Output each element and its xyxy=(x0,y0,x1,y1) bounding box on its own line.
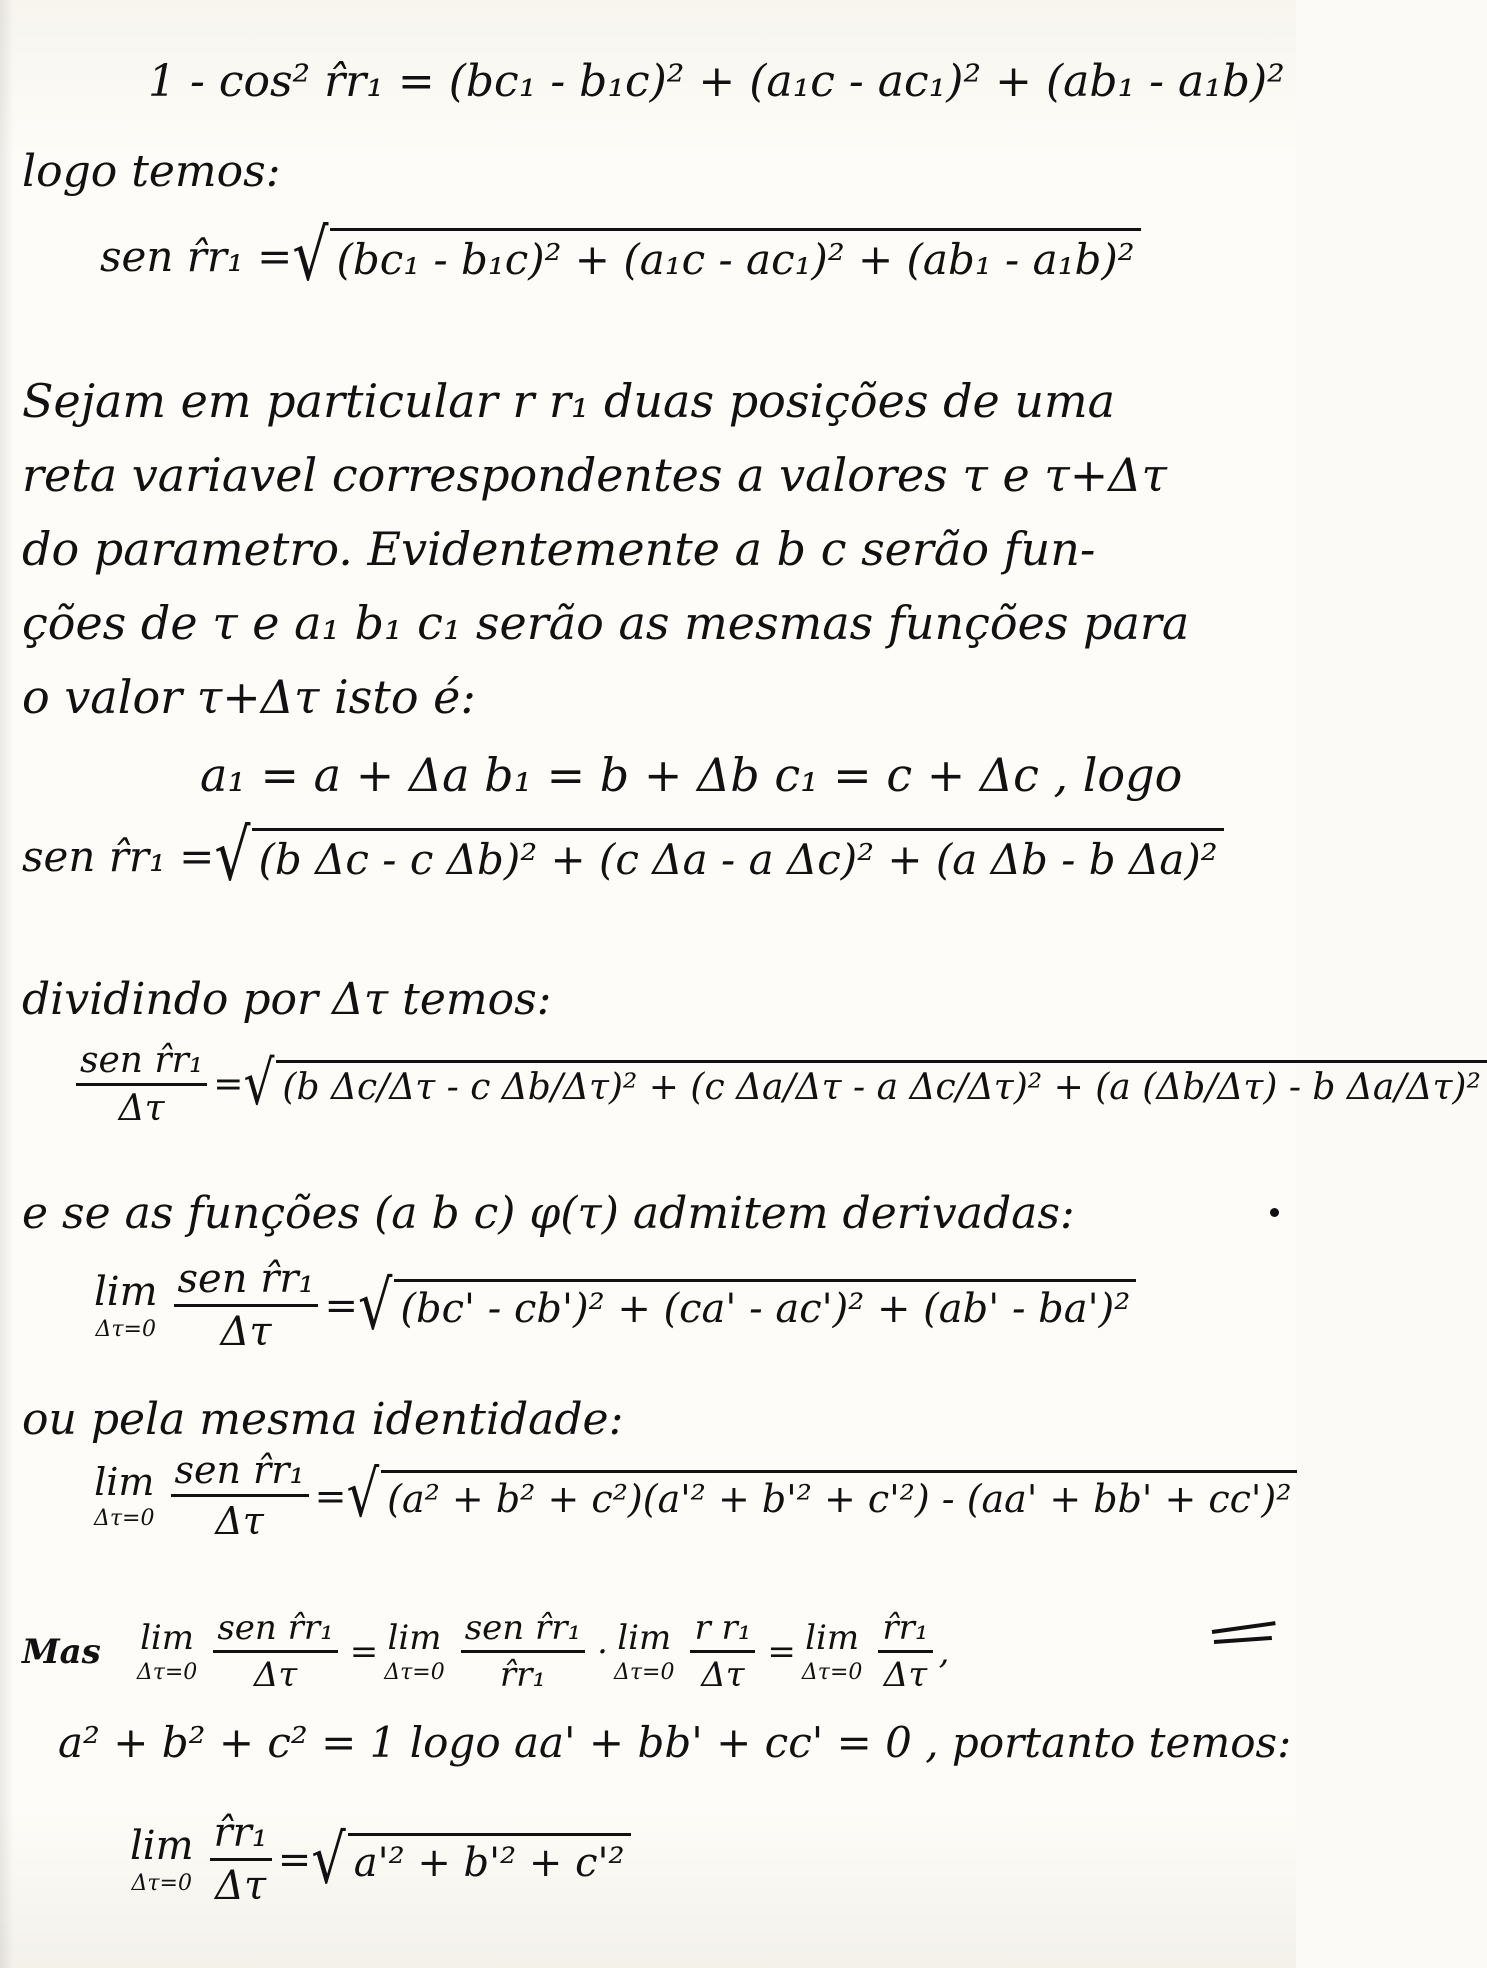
lim-label: lim xyxy=(387,1618,442,1658)
numerator: r̂r₁ xyxy=(210,1810,272,1861)
sqrt-3 xyxy=(243,1049,1486,1120)
scribble-strike xyxy=(1214,1636,1272,1644)
numerator: sen r̂r₁ xyxy=(171,1448,309,1497)
mas-label: Mas xyxy=(22,1631,101,1672)
radical-icon: √ xyxy=(311,1819,346,1899)
numerator: r̂r₁ xyxy=(878,1608,932,1653)
limit-operator xyxy=(137,1618,198,1685)
equals-sign: = xyxy=(213,1064,244,1105)
radical-icon: √ xyxy=(214,814,251,898)
chain-fraction-1 xyxy=(213,1608,337,1695)
sqrt-5 xyxy=(346,1457,1297,1533)
increments-line: a₁ = a + Δa b₁ = b + Δb c₁ = c + Δc , logo xyxy=(200,748,1183,802)
lim-label: lim xyxy=(94,1460,155,1504)
bullet-dot-icon xyxy=(1270,1208,1279,1217)
radical-icon: √ xyxy=(292,214,329,298)
limit-fraction-1 xyxy=(174,1256,319,1355)
radical-icon: √ xyxy=(357,1265,393,1345)
radicand-2: (b Δc - c Δb)² + (c Δa - a Δc)² + (a Δb - b Δa)² xyxy=(252,828,1223,885)
final-fraction xyxy=(210,1810,272,1909)
identity-text: ou pela mesma identidade: xyxy=(22,1394,624,1445)
radicand-5: (a² + b² + c²)(a'² + b'² + c'²) - (aa' + bb' + cc')² xyxy=(381,1470,1297,1521)
limit-operator xyxy=(384,1618,445,1685)
denominator: Δτ xyxy=(215,1863,267,1909)
limit-operator xyxy=(614,1618,675,1685)
limit-equation-1 xyxy=(94,1256,1136,1355)
chain-fraction-4 xyxy=(878,1608,932,1695)
denominator: Δτ xyxy=(253,1655,298,1695)
denominator: r̂r₁ xyxy=(499,1655,547,1695)
sqrt-1 xyxy=(292,214,1140,298)
lim-subscript: Δτ=0 xyxy=(801,1660,863,1685)
scribble-strike xyxy=(1212,1621,1276,1634)
derivatives-text: e se as funções (a b c) φ(τ) admitem derivadas: xyxy=(22,1188,1075,1239)
sqrt-2 xyxy=(214,814,1223,898)
lim-subscript: Δτ=0 xyxy=(131,1871,192,1896)
limit-fraction-2 xyxy=(171,1448,309,1543)
lim-subscript: Δτ=0 xyxy=(95,1317,156,1342)
limit-operator xyxy=(802,1618,863,1685)
radicand-final: a'² + b'² + c'² xyxy=(348,1833,631,1887)
radicand-4: (bc' - cb')² + (ca' - ac')² + (ab' - ba')² xyxy=(394,1279,1136,1333)
sine-lhs: sen r̂r₁ = xyxy=(100,231,293,281)
paragraph-line-3: do parametro. Evidentemente a b c serão fun- xyxy=(22,522,1096,576)
lim-subscript: Δτ=0 xyxy=(384,1660,445,1685)
numerator: sen r̂r₁ xyxy=(174,1256,319,1307)
lim-subscript: Δτ=0 xyxy=(613,1660,675,1685)
numerator: r r₁ xyxy=(690,1608,755,1653)
chain-fraction-3 xyxy=(690,1608,755,1695)
sine-lhs-2: sen r̂r₁ = xyxy=(22,831,215,881)
dividing-text: dividindo por Δτ temos: xyxy=(22,974,552,1025)
quotient-fraction xyxy=(76,1040,207,1129)
unit-vector-line: a² + b² + c² = 1 logo aa' + bb' + cc' = 0 , portanto temos: xyxy=(58,1718,1292,1767)
paragraph-line-4: ções de τ e a₁ b₁ c₁ serão as mesmas funções para xyxy=(22,596,1190,650)
lim-label: lim xyxy=(805,1618,860,1658)
radicand-3: (b Δc/Δτ - c Δb/Δτ)² + (c Δa/Δτ - a Δc/Δτ)² + (a (Δb/Δτ) - b Δa/Δτ)² xyxy=(276,1060,1487,1109)
equals-sign: = xyxy=(277,1836,312,1883)
limit-operator xyxy=(94,1269,158,1342)
sine-equation-2 xyxy=(22,814,1224,898)
denominator: Δτ xyxy=(883,1655,928,1695)
numerator: sen r̂r₁ xyxy=(461,1608,585,1653)
sine-equation-1 xyxy=(100,214,1141,298)
chain-fraction-2 xyxy=(461,1608,585,1695)
final-limit-equation xyxy=(130,1810,631,1909)
quotient-denominator: Δτ xyxy=(118,1088,165,1129)
denominator: Δτ xyxy=(215,1499,264,1543)
chain-of-limits xyxy=(22,1608,949,1695)
radical-icon: √ xyxy=(243,1049,275,1120)
sqrt-4 xyxy=(357,1265,1136,1345)
limit-equation-2 xyxy=(94,1448,1297,1543)
limit-operator xyxy=(94,1460,155,1531)
lim-label: lim xyxy=(140,1618,195,1658)
identity-equation: 1 - cos² r̂r₁ = (bc₁ - b₁c)² + (a₁c - ac₁)² + (ab₁ - a₁b)² xyxy=(148,56,1285,107)
equals-sign: = xyxy=(767,1631,796,1672)
lim-label: lim xyxy=(94,1269,158,1315)
logo-temos-text: logo temos: xyxy=(22,146,281,197)
radicand-1: (bc₁ - b₁c)² + (a₁c - ac₁)² + (ab₁ - a₁b)² xyxy=(330,228,1140,285)
paragraph-line-5: o valor τ+Δτ isto é: xyxy=(22,670,476,724)
denominator: Δτ xyxy=(220,1309,272,1355)
lim-label: lim xyxy=(130,1823,194,1869)
denominator: Δτ xyxy=(701,1655,745,1695)
paragraph-line-1: Sejam em particular r r₁ duas posições de uma xyxy=(22,374,1116,428)
lim-subscript: Δτ=0 xyxy=(94,1506,155,1531)
trailing-comma: , xyxy=(938,1631,950,1672)
quotient-equation xyxy=(70,1040,1487,1129)
equals-sign: = xyxy=(314,1473,347,1518)
lim-subscript: Δτ=0 xyxy=(136,1660,198,1685)
lim-label: lim xyxy=(617,1618,672,1658)
equals-sign: = xyxy=(324,1282,358,1329)
quotient-numerator: sen r̂r₁ xyxy=(76,1040,207,1086)
product-dot: · xyxy=(597,1631,608,1672)
sqrt-final xyxy=(311,1819,630,1899)
equals-sign: = xyxy=(349,1631,379,1672)
numerator: sen r̂r₁ xyxy=(213,1608,337,1653)
limit-operator xyxy=(130,1823,194,1896)
paragraph-line-2: reta variavel correspondentes a valores τ e τ+Δτ xyxy=(22,448,1167,502)
page-left-shadow xyxy=(0,0,14,1968)
radical-icon: √ xyxy=(346,1457,380,1533)
